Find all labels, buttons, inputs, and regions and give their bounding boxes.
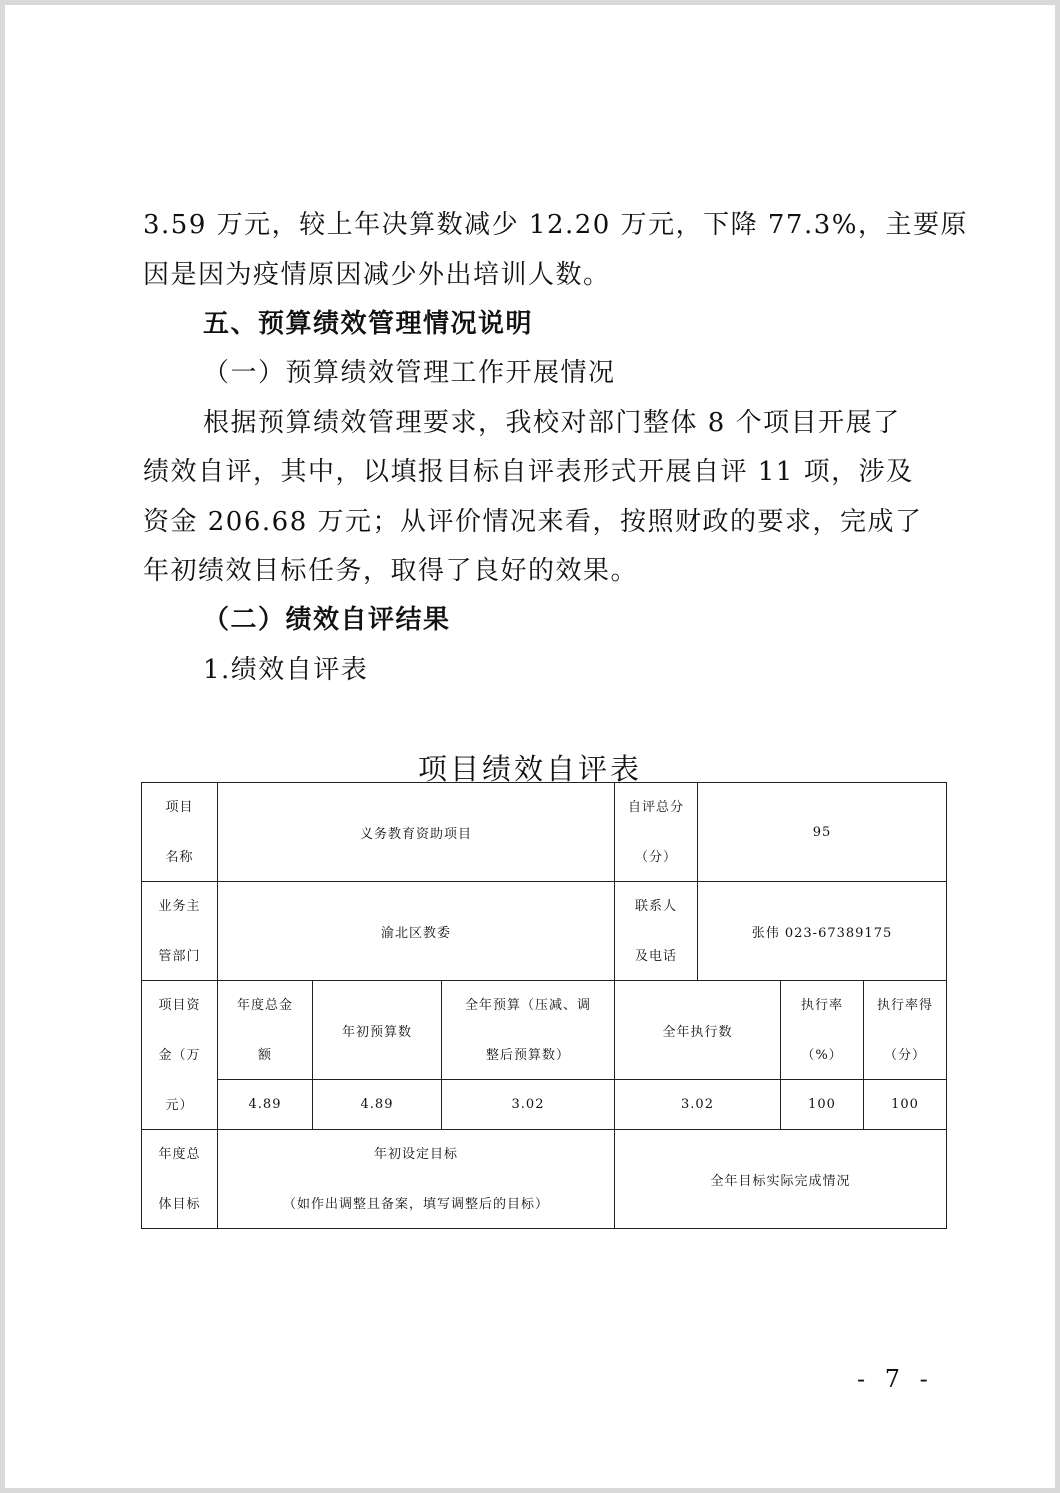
subsection-heading: （一）预算绩效管理工作开展情况 — [203, 358, 616, 388]
goal-label: 年度总 体目标 — [142, 1130, 218, 1229]
goal-actual: 全年目标实际完成情况 — [615, 1130, 947, 1229]
col-initial-budget: 年初预算数 — [313, 981, 442, 1080]
contact-label: 联系人 及电话 — [615, 882, 698, 981]
dept-value: 渝北区教委 — [218, 882, 615, 981]
paragraph-line: 3.59 万元，较上年决算数减少 12.20 万元，下降 77.3%，主要原 — [143, 210, 968, 240]
val-full-year-budget: 3.02 — [442, 1080, 615, 1130]
val-execution: 3.02 — [615, 1080, 781, 1130]
col-annual-total: 年度总金 额 — [218, 981, 313, 1080]
performance-evaluation-table — [141, 782, 947, 1229]
section-heading: 五、预算绩效管理情况说明 — [203, 309, 534, 339]
funds-label: 项目资 金（万 元） — [142, 981, 218, 1130]
page-number: - 7 - — [857, 1365, 934, 1393]
paragraph-line: 资金 206.68 万元；从评价情况来看，按照财政的要求，完成了 — [143, 507, 923, 537]
paragraph-line: 因是因为疫情原因减少外出培训人数。 — [143, 260, 611, 290]
col-rate-score: 执行率得 （分） — [864, 981, 947, 1080]
paragraph-line: 年初绩效目标任务，取得了良好的效果。 — [143, 556, 639, 586]
val-rate: 100 — [781, 1080, 864, 1130]
table-title: 项目绩效自评表 — [417, 752, 642, 786]
paragraph-line: 根据预算绩效管理要求，我校对部门整体 8 个项目开展了 — [203, 408, 901, 438]
project-name-value: 义务教育资助项目 — [218, 783, 615, 882]
dept-label: 业务主 管部门 — [142, 882, 218, 981]
goal-initial: 年初设定目标 （如作出调整且备案，填写调整后的目标） — [218, 1130, 615, 1229]
contact-value: 张伟 023-67389175 — [698, 882, 947, 981]
val-annual-total: 4.89 — [218, 1080, 313, 1130]
document-page — [5, 5, 1055, 1488]
project-name-label: 项目 名称 — [142, 783, 218, 882]
score-value: 95 — [698, 783, 947, 882]
paragraph-line: 绩效自评，其中，以填报目标自评表形式开展自评 11 项，涉及 — [143, 457, 914, 487]
val-rate-score: 100 — [864, 1080, 947, 1130]
subsection-heading: （二）绩效自评结果 — [203, 605, 451, 635]
val-initial-budget: 4.89 — [313, 1080, 442, 1130]
col-execution: 全年执行数 — [615, 981, 781, 1080]
score-label: 自评总分 （分） — [615, 783, 698, 882]
list-item: 1.绩效自评表 — [203, 655, 369, 685]
col-rate: 执行率 （%） — [781, 981, 864, 1080]
col-full-year-budget: 全年预算（压减、调 整后预算数） — [442, 981, 615, 1080]
